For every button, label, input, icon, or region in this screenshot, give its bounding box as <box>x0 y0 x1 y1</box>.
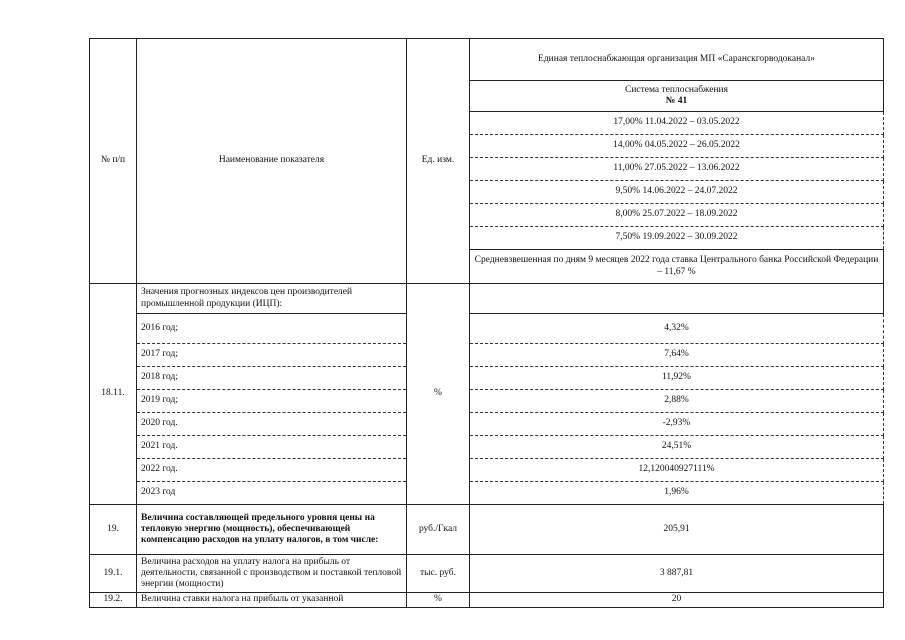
row-19-2-number: 19.2. <box>90 593 137 608</box>
header-number-cell: № п/п <box>90 39 137 284</box>
system-number: № 41 <box>665 96 688 106</box>
year-value: 24,51% <box>470 436 884 459</box>
rate-period-5: 8,00% 25.07.2022 – 18.09.2022 <box>470 204 884 227</box>
row-19-2-unit: % <box>407 593 470 608</box>
year-value: 4,32% <box>470 314 884 344</box>
row-19-number: 19. <box>90 505 137 555</box>
year-label: 2023 год <box>137 482 407 505</box>
row-19-2-value: 20 <box>470 593 884 608</box>
header-org-cell: Единая теплоснабжающая организация МП «Саранскгорводоканал» <box>470 39 884 81</box>
year-label: 2016 год; <box>137 314 407 344</box>
year-value: 7,64% <box>470 344 884 367</box>
row-19-name: Величина составляющей предельного уровня цены на тепловую энергию (мощность), обеспечивающей компенсацию расходов на уплату налогов, в том числе: <box>137 505 407 555</box>
header-unit-cell: Ед. изм. <box>407 39 470 284</box>
row-19-1-unit: тыс. руб. <box>407 555 470 593</box>
header-system-cell <box>470 81 884 112</box>
row-19-1-name: Величина расходов на уплату налога на прибыль от деятельности, связанной с производством и поставкой тепловой энергии (мощности) <box>137 555 407 593</box>
row-18-11-unit: % <box>407 284 470 505</box>
year-value: 11,92% <box>470 367 884 390</box>
row-19-unit: руб./Гкал <box>407 505 470 555</box>
year-label: 2021 год. <box>137 436 407 459</box>
header-name-cell: Наименование показателя <box>137 39 407 284</box>
rate-period-1: 17,00% 11.04.2022 – 03.05.2022 <box>470 112 884 135</box>
rate-period-6: 7,50% 19.09.2022 – 30.09.2022 <box>470 227 884 250</box>
year-label: 2020 год. <box>137 413 407 436</box>
year-value: -2,93% <box>470 413 884 436</box>
year-value: 2,88% <box>470 390 884 413</box>
rate-period-3: 11,00% 27.05.2022 – 13.06.2022 <box>470 158 884 181</box>
year-label: 2022 год. <box>137 459 407 482</box>
year-label: 2019 год; <box>137 390 407 413</box>
row-19-2-name: Величина ставки налога на прибыль от указанной <box>137 593 407 608</box>
year-value: 12,120040927111% <box>470 459 884 482</box>
row-19-value: 205,91 <box>470 505 884 555</box>
row-19-1-number: 19.1. <box>90 555 137 593</box>
row-18-11-empty-value <box>470 284 884 314</box>
system-label: Система теплоснабжения <box>624 84 729 95</box>
year-value: 1,96% <box>470 482 884 505</box>
indicators-table <box>89 38 884 608</box>
year-label: 2017 год; <box>137 344 407 367</box>
row-18-11-number: 18.11. <box>90 284 137 505</box>
rate-period-2: 14,00% 04.05.2022 – 26.05.2022 <box>470 135 884 158</box>
rate-period-4: 9,50% 14.06.2022 – 24.07.2022 <box>470 181 884 204</box>
year-label: 2018 год; <box>137 367 407 390</box>
row-18-11-title: Значения прогнозных индексов цен производителей промышленной продукции (ИЦП): <box>137 284 407 314</box>
row-19-1-value: 3 887,81 <box>470 555 884 593</box>
weighted-rate-cell: Средневзвешенная по дням 9 месяцев 2022 года ставка Центрального банка Российской Федерации – 11,67 % <box>470 250 884 284</box>
